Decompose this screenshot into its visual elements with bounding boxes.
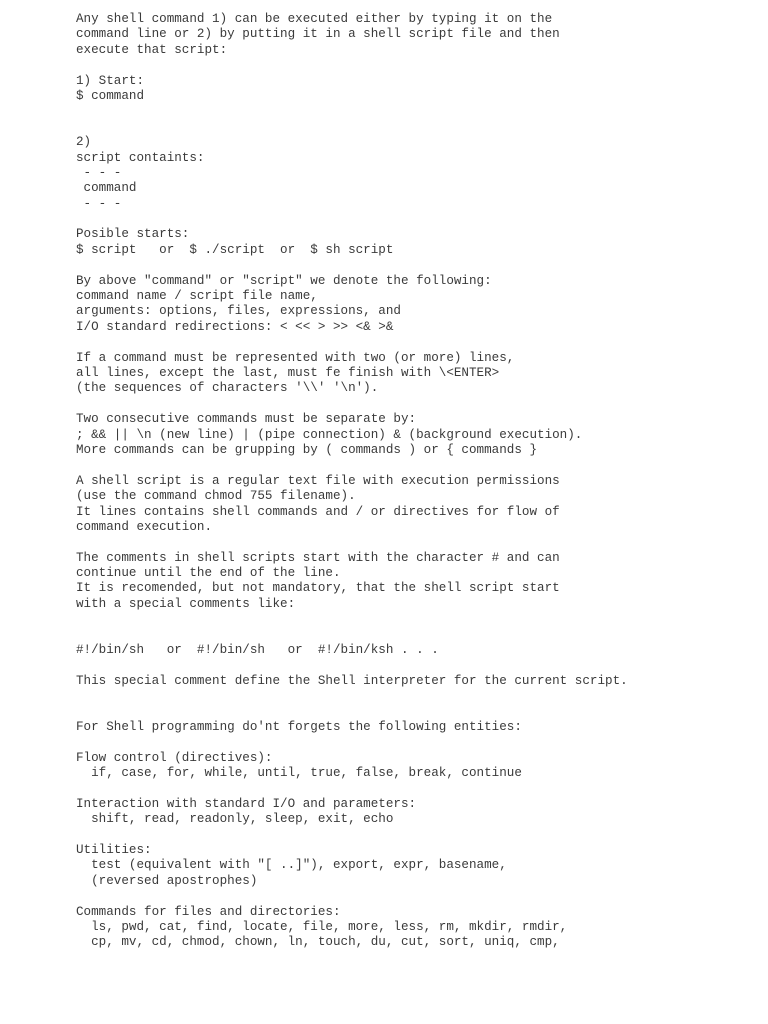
text-line: (reversed apostrophes) [76,873,258,888]
text-line: - - - [76,165,122,180]
text-line: Any shell command 1) can be executed either by typing it on the [76,12,553,26]
text-line: 2) [76,135,92,150]
text-line: command [76,181,137,196]
blank-line [76,104,756,119]
blank-line [76,458,756,473]
text-line: Posible starts: [76,227,190,242]
text-line: command line or 2) by putting it in a shell script file and then [76,27,560,42]
text-line: ls, pwd, cat, find, locate, file, more, less, rm, mkdir, rmdir, [76,920,568,935]
text-line: The comments in shell scripts start with the character # and can [76,550,560,565]
text-line: A shell script is a regular text file with execution permissions [76,473,560,488]
blank-line [76,782,756,797]
text-line: (the sequences of characters '\\' '\n'). [76,381,379,396]
text-line: Two consecutive commands must be separate by: [76,412,417,427]
text-line: (use the command chmod 755 filename). [76,489,356,504]
blank-line [76,735,756,750]
text-line: Commands for files and directories: [76,904,341,919]
blank-line [76,58,756,73]
text-line: script containts: [76,150,205,165]
document-text [76,12,756,951]
text-line: More commands can be grupping by ( commands ) or { commands } [76,442,538,457]
blank-line [76,120,756,135]
text-line: Flow control (directives): [76,750,273,765]
blank-line [76,889,756,904]
text-line: This special comment define the Shell interpreter for the current script. [76,673,628,688]
text-line: if, case, for, while, until, true, false, break, continue [76,766,522,781]
text-line: By above "command" or "script" we denote the following: [76,273,492,288]
blank-line [76,705,756,720]
blank-line [76,212,756,227]
text-line: - - - [76,196,122,211]
blank-line [76,828,756,843]
text-line: #!/bin/sh or #!/bin/sh or #!/bin/ksh . . . [76,643,439,658]
text-line: all lines, except the last, must fe finish with \<ENTER> [76,365,500,380]
text-line: shift, read, readonly, sleep, exit, echo [76,812,394,827]
text-line: Interaction with standard I/O and parameters: [76,796,417,811]
text-line: If a command must be represented with two (or more) lines, [76,350,515,365]
text-line: continue until the end of the line. [76,566,341,581]
text-line: execute that script: [76,42,228,57]
text-line: It lines contains shell commands and / or directives for flow of [76,504,560,519]
blank-line [76,397,756,412]
text-line: For Shell programming do'nt forgets the following entities: [76,719,522,734]
blank-line [76,535,756,550]
text-line: command execution. [76,519,213,534]
blank-line [76,612,756,627]
text-line: arguments: options, files, expressions, and [76,304,401,319]
text-line: test (equivalent with "[ ..]"), export, expr, basename, [76,858,507,873]
text-line: command name / script file name, [76,289,318,304]
blank-line [76,335,756,350]
blank-line [76,258,756,273]
text-line: 1) Start: [76,73,145,88]
text-line: with a special comments like: [76,596,296,611]
blank-line [76,628,756,643]
text-line: It is recomended, but not mandatory, that the shell script start [76,581,560,596]
text-line: ; && || \n (new line) | (pipe connection) & (background execution). [76,427,583,442]
text-line: $ script or $ ./script or $ sh script [76,242,394,257]
text-line: Utilities: [76,843,152,858]
blank-line [76,689,756,704]
text-line: I/O standard redirections: < << > >> <& >& [76,319,394,334]
text-line: $ command [76,88,145,103]
text-line: cp, mv, cd, chmod, chown, ln, touch, du, cut, sort, uniq, cmp, [76,935,560,950]
blank-line [76,658,756,673]
